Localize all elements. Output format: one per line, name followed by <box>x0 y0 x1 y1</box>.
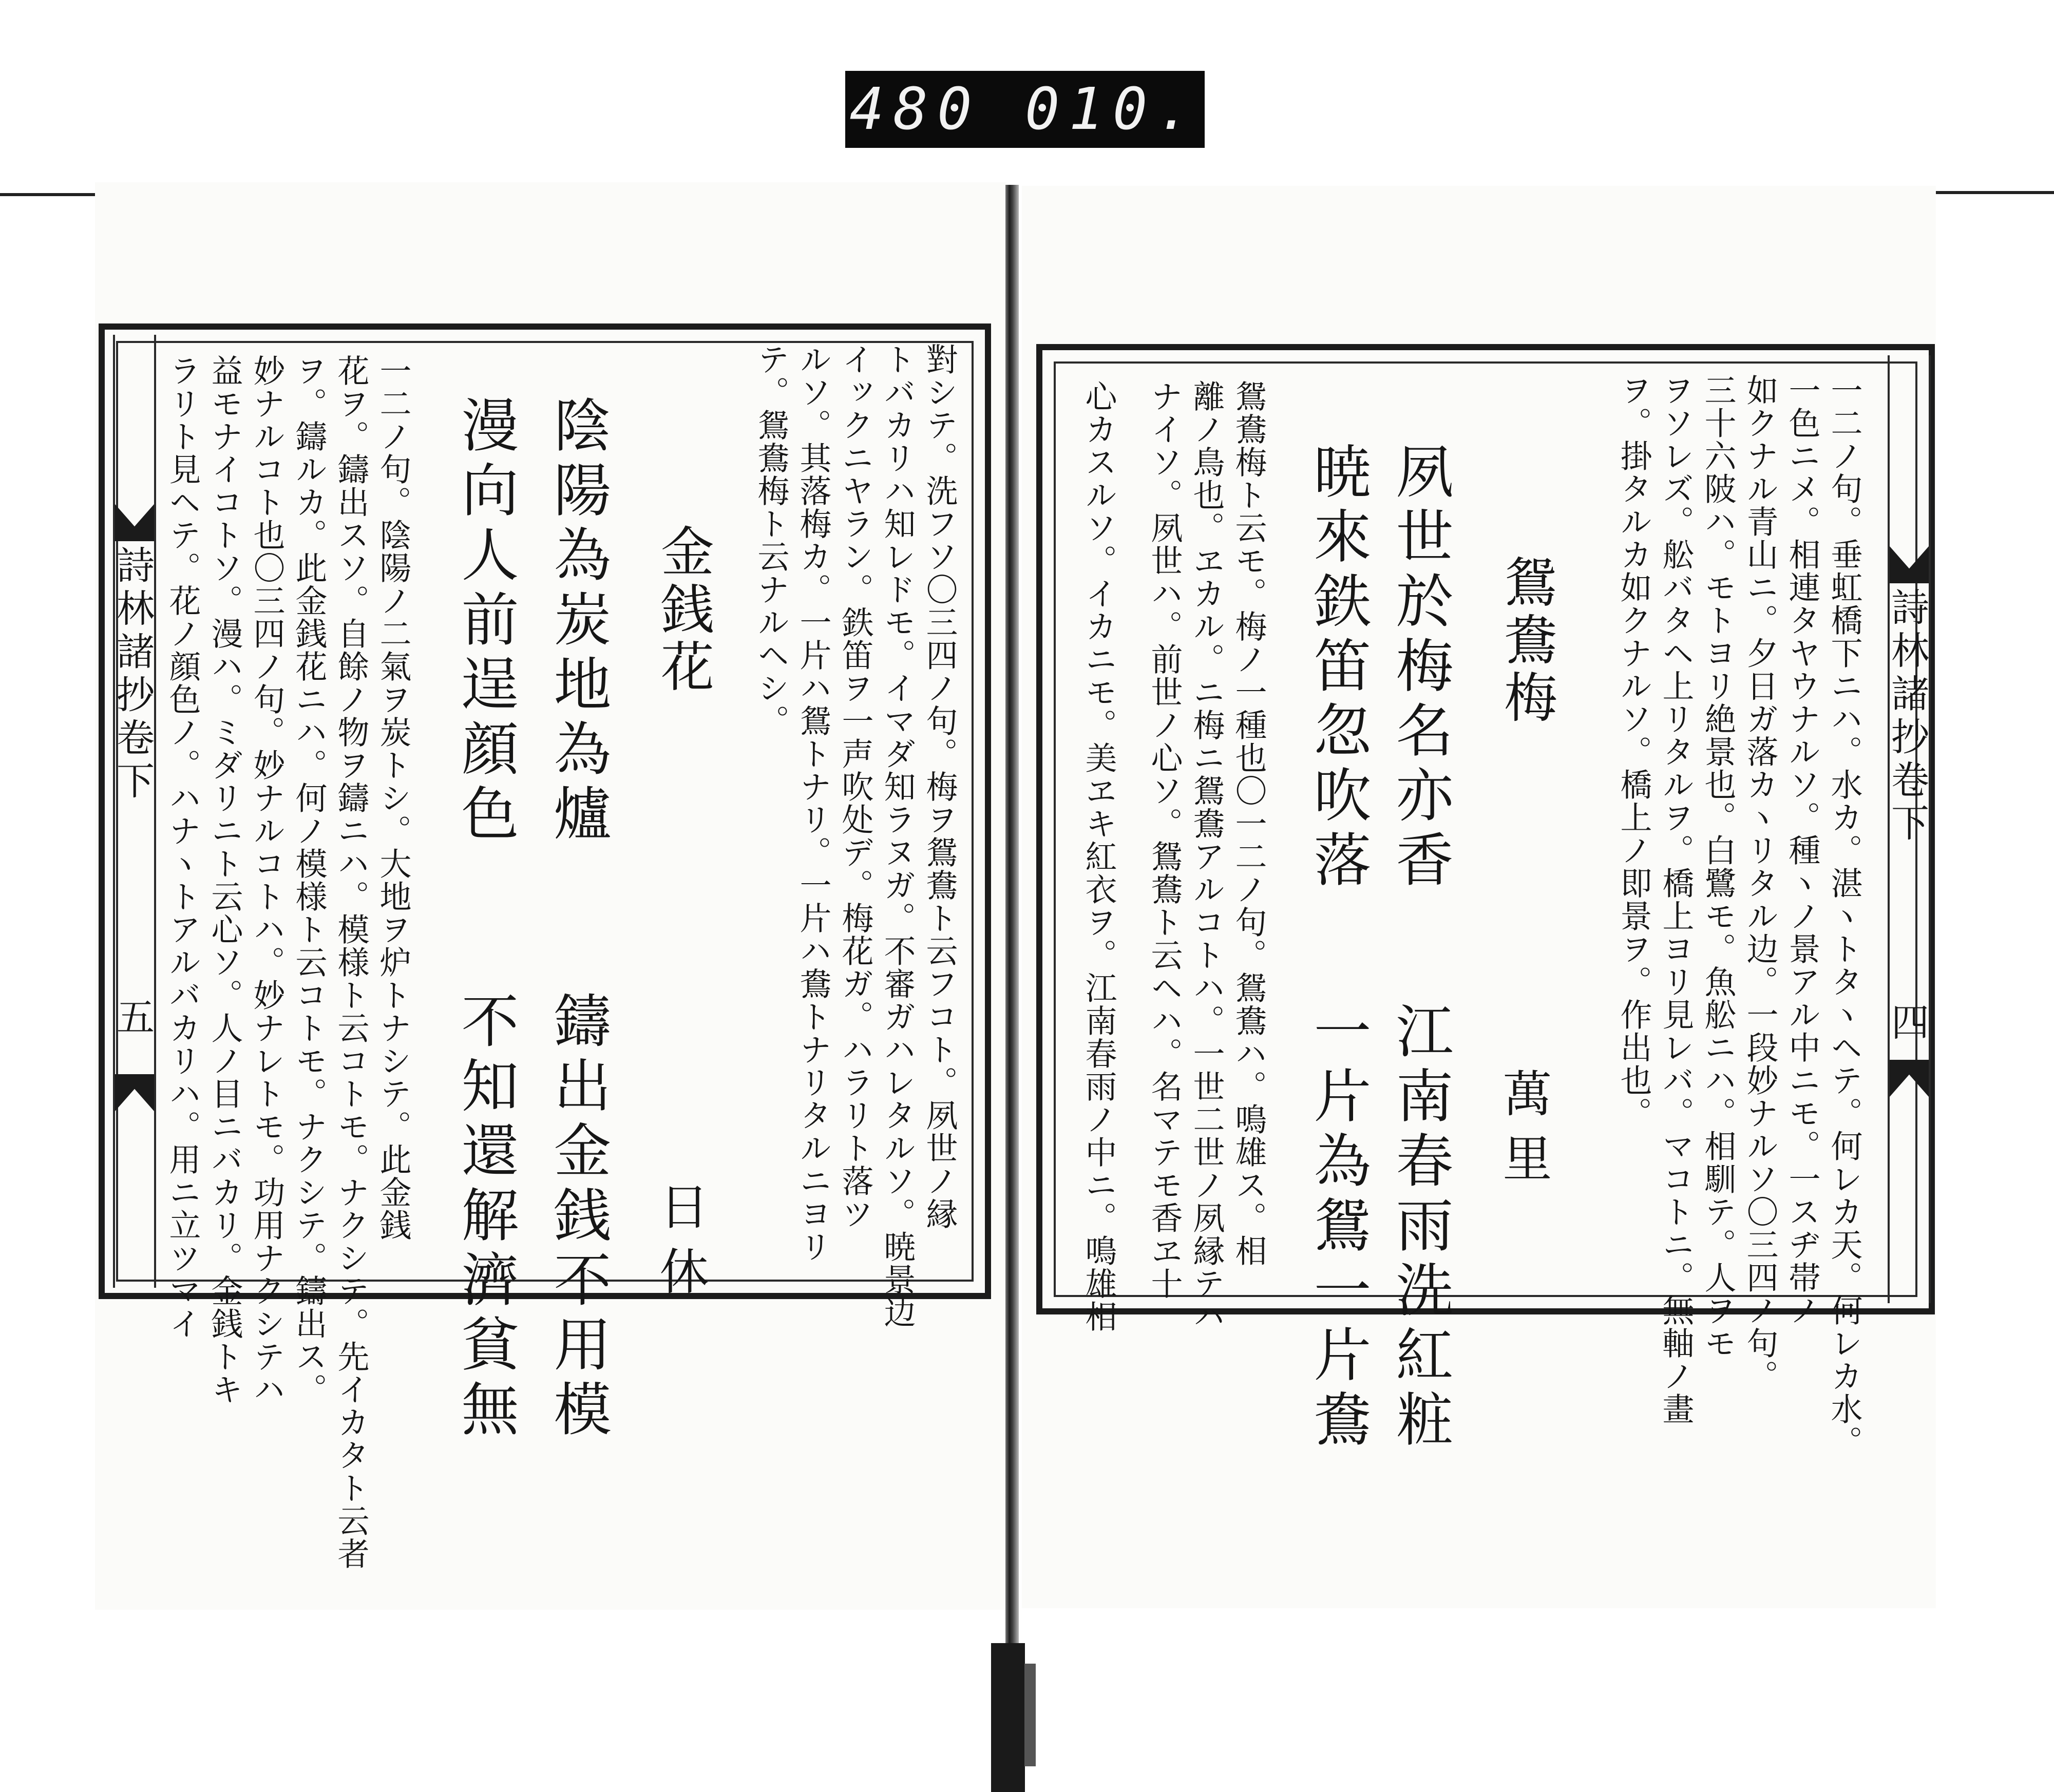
left-poem-line-2: 鑄出金銭不用模 <box>544 991 611 1444</box>
right-poem-line-3: 江南春雨洗紅粧 <box>1386 1001 1453 1454</box>
left-prev-commentary-line-4: ルソ。其落梅カ。一片ハ鴛トナリ。一片ハ鴦トナリタルニヨリ <box>794 343 832 1263</box>
left-hashira <box>110 335 156 1288</box>
left-poem-line-3: 漫向人前逞顔色 <box>452 395 519 848</box>
top-rule-left <box>0 193 98 196</box>
right-prev-commentary-line-3: 如クナル青山ニ。夕日ガ落カヽリタル边。一段妙ナルソ〇三四ノ句。 <box>1741 374 1779 1393</box>
left-hashira-title: 詩林諸抄卷下 <box>110 545 155 804</box>
spine-clip <box>991 1643 1025 1792</box>
left-poem-title: 金銭花 <box>652 524 714 696</box>
right-poem-line-4: 一片為鴛一片鴦 <box>1304 1001 1371 1454</box>
right-commentary-line-1: 鴛鴦梅ト云モ。梅ノ一種也〇一二ノ句。鴛鴦ハ。鳴雄ス。相 <box>1230 380 1267 1267</box>
left-poem-line-4: 不知還解濟貧無 <box>452 991 519 1444</box>
left-commentary-line-3: ヲ。鑄ルカ。此金銭花ニハ。何ノ模様ト云コトモ。ナクシテ。鑄出ス。 <box>290 354 328 1406</box>
right-poem-line-1: 夙世於梅名亦香 <box>1386 442 1453 894</box>
archive-label: 480 010. <box>845 71 1205 148</box>
right-hashira-upper-fishtail <box>1890 546 1929 583</box>
left-prev-commentary-line-2: トバカリハ知レドモ。イマダ知ラヌガ。不審ガハレタルソ。暁景边 <box>879 343 916 1329</box>
left-prev-commentary-line-1: 對シテ。洗フソ〇三四ノ句。梅ヲ鴛鴦ト云フコト。夙世ノ縁 <box>921 343 958 1230</box>
right-prev-commentary-line-4: 三十六陂ハ。モトヨリ絶景也。白鷺モ。魚舩ニハ。相馴テ。人ヲモ <box>1699 374 1737 1360</box>
right-hashira-title: 詩林諸抄卷下 <box>1885 587 1929 846</box>
right-prev-commentary-line-2: 一色ニメ。相連タヤウナルソ。種ヽノ景アル中ニモ。一スヂ帯ノ <box>1783 374 1821 1327</box>
right-poem-line-2: 暁來鉄笛忽吹落 <box>1304 442 1371 894</box>
top-rule-right <box>1931 191 2054 194</box>
right-commentary-line-2: 離ノ鳥也。ヱカル。ニ梅ニ鴛鴦アルコトハ。一世二世ノ夙縁テハ <box>1188 380 1225 1333</box>
left-commentary-line-6: ラリト見ヘテ。花ノ顔色ノ。ハナヽトアルバカリハ。用ニ立ツマイ <box>164 354 201 1340</box>
right-poem-author: 萬里 <box>1495 1068 1552 1197</box>
left-hashira-upper-fishtail <box>115 504 154 541</box>
left-commentary-line-2: 花ヲ。鑄出スソ。自餘ノ物ヲ鑄ニハ。模様ト云コトモ。ナクシテ。先イカタト云者 <box>332 354 370 1570</box>
right-prev-commentary-line-6: ヲ。掛タルカ如クナルソ。橋上ノ即景ヲ。作出也。 <box>1615 374 1652 1130</box>
left-hashira-page-number: 五 <box>110 997 155 1040</box>
spine-clip-shadow <box>1024 1664 1036 1766</box>
left-commentary-line-4: 妙ナルコト也〇三四ノ句。妙ナルコトハ。妙ナレトモ。功用ナクシテハ <box>248 354 286 1406</box>
right-poem-title: 鴛鴦梅 <box>1495 555 1557 727</box>
right-commentary-line-4: 心カスルソ。イカニモ。美ヱキ紅衣ヲ。江南春雨ノ中ニ。鳴雄相 <box>1080 380 1117 1333</box>
right-prev-commentary-line-5: ヲソレズ。舩バタヘ上リタルヲ。橋上ヨリ見レバ。マコトニ。無軸ノ畫 <box>1657 374 1695 1425</box>
left-commentary-line-5: 益モナイコトソ。漫ハ。ミダリニト云心ソ。人ノ目ニバカリ。金銭トキ <box>206 354 243 1406</box>
left-prev-commentary-line-3: イックニヤラン。鉄笛ヲ一声吹处デ。梅花ガ。ハラリト落ツ <box>836 343 874 1230</box>
left-poem-author: 日休 <box>652 1181 709 1310</box>
left-hashira-lower-fishtail <box>115 1074 154 1111</box>
right-prev-commentary-line-1: 一二ノ句。垂虹橋下ニハ。水カ。湛ヽトタヽヘテ。何レカ天。何レカ水。 <box>1825 374 1863 1458</box>
right-hashira <box>1885 355 1931 1303</box>
left-poem-line-1: 陰陽為炭地為爐 <box>544 395 611 848</box>
left-prev-commentary-line-5: テ。鴛鴦梅ト云ナルヘシ。 <box>752 343 790 737</box>
right-hashira-page-number: 四 <box>1885 1002 1929 1045</box>
right-hashira-lower-fishtail <box>1890 1060 1929 1097</box>
book-spine <box>1005 185 1019 1741</box>
left-commentary-line-1: 一二ノ句。陰陽ノ二氣ヲ炭トシ。大地ヲ炉トナシテ。此金銭 <box>374 354 412 1242</box>
right-commentary-line-3: ナイソ。夙世ハ。前世ノ心ソ。鴛鴦ト云ヘハ。名マテモ香ヱ十 <box>1146 380 1183 1300</box>
